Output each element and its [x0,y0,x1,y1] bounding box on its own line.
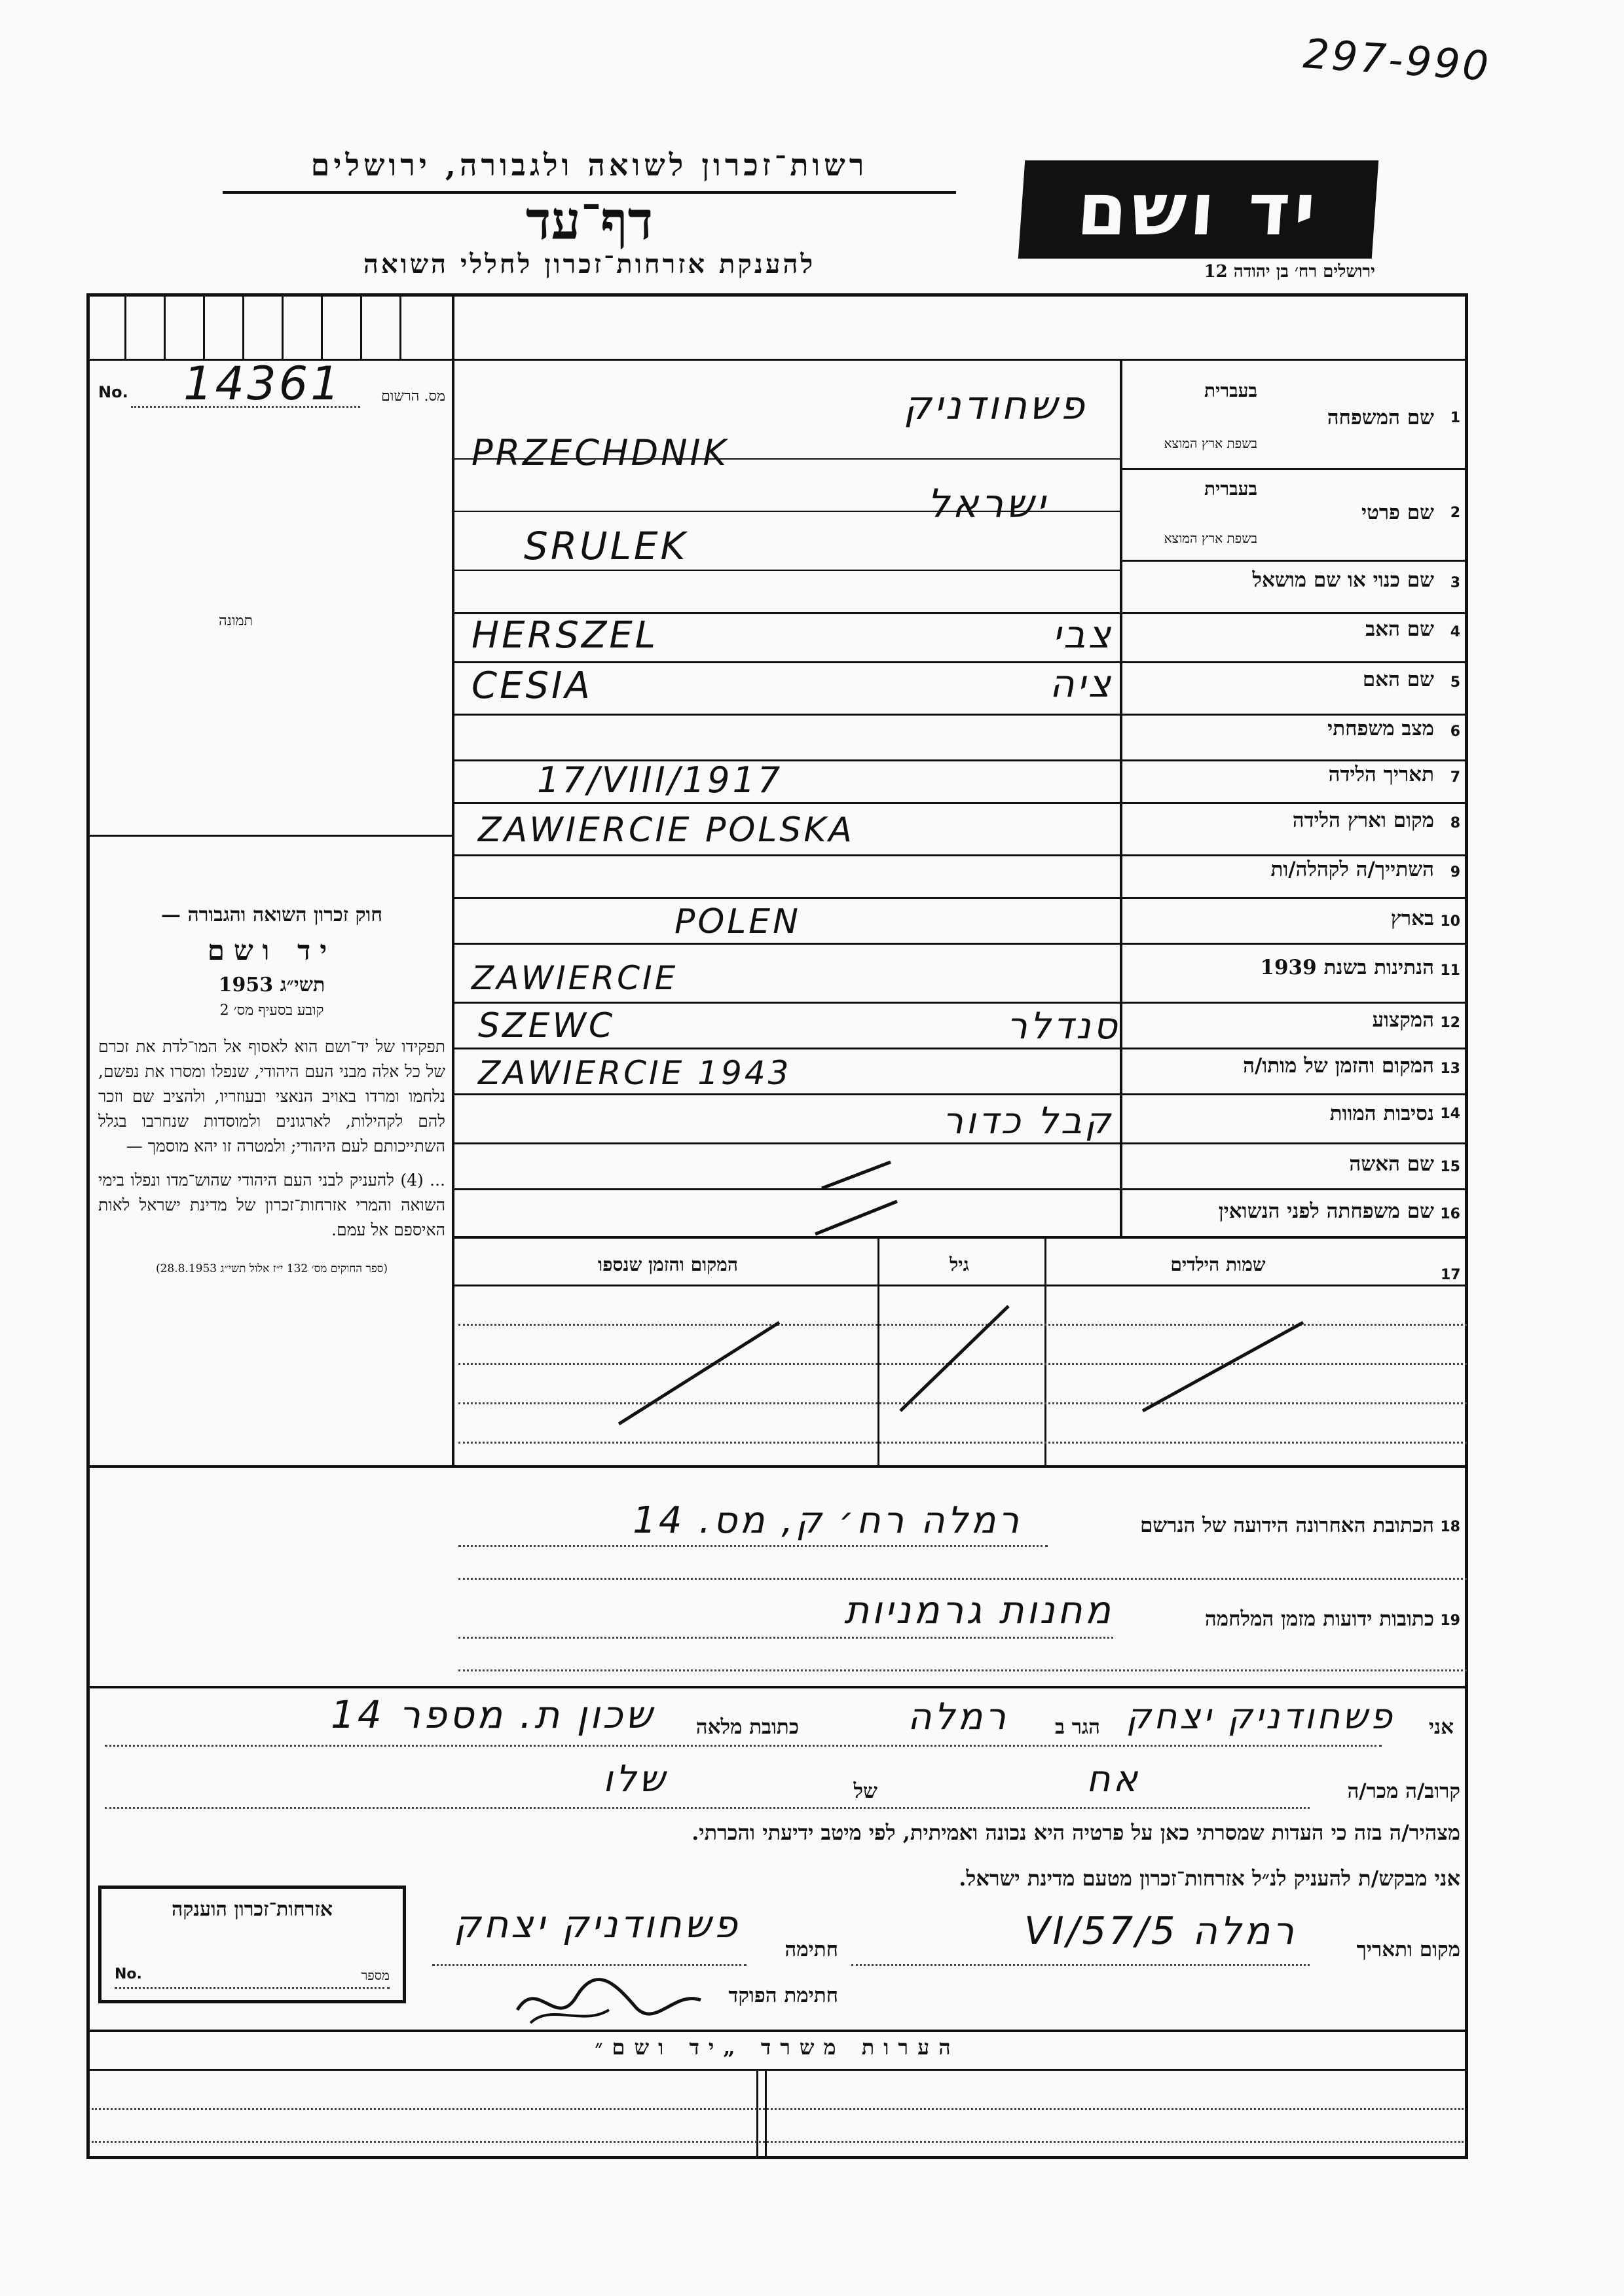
divider [454,1002,1468,1004]
field-15-dash [819,1159,897,1192]
field-number: 7 [1450,769,1460,786]
divider [454,1188,1468,1190]
registration-no-label: No. [98,383,128,401]
place-date: רמלה 5/VI/57 [1024,1908,1297,1953]
divider [164,293,166,359]
field-number: 15 [1440,1159,1460,1175]
law-clause: קובע בסעיף מס׳ 2 [219,1002,324,1019]
signature: פשחודניק יצחק [454,1902,740,1946]
field-label-text: המקום והזמן של מותו/ה [1243,1054,1434,1078]
children-age-dash [897,1303,1015,1414]
field-label-text: נסיבות המוות [1329,1102,1434,1125]
grant-number-label: מספר [361,1967,390,1983]
declaration-statement-1: מצהיר/ה בזה כי העדות שמסרתי כאן על פרטיה היא נכונה ואמיתית, לפי מיטב ידיעתי והכרתי. [692,1820,1460,1845]
signature-line [432,1964,747,1966]
divider [1122,468,1468,470]
birth-place: ZAWIERCIE POLSKA [478,811,855,850]
law-title: חוק זכרון השואה והגבורה — [161,903,382,926]
divider [454,943,1468,945]
registration-label: מס. הרשום [381,388,445,405]
registration-number: 14361 [183,357,342,410]
archive-number: 297-990 [1301,29,1493,90]
hebrew-label-1: בעברית [1204,380,1257,401]
divider [877,1239,879,1465]
mother-name-hebrew: ציה [1049,661,1113,706]
official-signature-mark [511,1971,707,2030]
field-number: 11 [1440,962,1460,979]
divider [756,2069,758,2159]
declarant-relation: אח [1086,1758,1141,1800]
field-label-text: מצב משפחתי [1327,717,1434,740]
divider [360,293,362,359]
divider [454,714,1468,716]
children-age-header: גיל [950,1254,969,1275]
declarant-name: פשחודניק יצחק [1126,1696,1395,1737]
divider [454,802,1468,804]
field-number: 13 [1440,1061,1460,1077]
divider [454,1236,1468,1239]
field-label-text: הכתובת האחרונה הידועה של הנרשם [1139,1514,1434,1537]
divider [86,1465,1468,1468]
divider [86,1686,1468,1688]
photo-label: תמונה [219,613,253,629]
divider [242,293,244,359]
field-number: 5 [1450,674,1460,691]
field-number: 1 [1450,410,1460,426]
divider [1122,560,1468,562]
registration-line [131,406,360,408]
divider [454,1285,1468,1286]
field-label-text: שם כנוי או שם מושאל [1252,568,1434,592]
declarant-full-address: שכון ת. מספר 14 [330,1692,655,1737]
place-date-line [851,1964,1310,1966]
children-place-dash [616,1316,786,1427]
field-label-text: שם המשפחה [1327,406,1434,429]
official-signature-label: חתימת הפוקד [728,1984,838,2007]
field-number: 6 [1450,723,1460,740]
divider [86,2030,1468,2032]
field-label-text: שם האשה [1349,1152,1434,1176]
first-name-hebrew: ישראל [927,481,1048,527]
last-address: רמלה רח׳ ק, מס. 14 [633,1499,1022,1542]
field-label-text: המקצוע [1372,1008,1434,1032]
death-place-time: ZAWIERCIE 1943 [478,1054,792,1092]
children-names-header: שמות הילדים [1170,1254,1266,1275]
remarks-title: הערות משרד „יד ושם״ [595,2035,960,2060]
grant-box [98,1886,406,2003]
field-label-text: שם פרטי [1361,501,1434,524]
declaration-statement-2: אני מבקש/ת להעניק לנ״ל אזרחות־זכרון מטעם מדינת ישראל. [959,1866,1460,1891]
yad-vashem-logo [1018,160,1378,259]
war-addresses: מחנות גרמניות [843,1588,1113,1632]
field-number: 16 [1440,1206,1460,1222]
divider [321,293,323,359]
law-year: תשי״ג 1953 [218,974,325,996]
profession-latin: SZEWC [478,1006,616,1046]
field-number: 18 [1440,1519,1460,1535]
page-subtitle: להענקת אזרחות־זכרון לחללי השואה [363,249,816,280]
grant-line [115,1987,390,1989]
field-18-line2 [458,1578,1467,1580]
divider [454,897,1468,899]
children-names-dash [1139,1316,1310,1414]
field-label-text: שם משפחתה לפני הנשואין [1218,1199,1434,1223]
field-number: 19 [1440,1613,1460,1629]
field-number: 9 [1450,864,1460,881]
divider [399,293,401,359]
field-label-text: הנתינות בשנת 1939 [1260,956,1434,979]
father-name: HERSZEL [471,614,658,657]
divider [1044,1239,1046,1465]
country: POLEN [674,902,802,941]
law-name: יד ושם [207,934,337,966]
divider [454,854,1468,856]
divider [124,293,126,359]
field-label-text: מקום וארץ הלידה [1292,809,1434,832]
law-text2: ... (4) להעניק לבני העם היהודי שהוש־מדו ונפלו בימי השואה והמרי אזרחות־זכרון של מדינת ישראל לאות האיספם אל עמם. [98,1171,445,1239]
divider [86,2069,1468,2071]
family-name-hebrew: פשחודניק [903,383,1087,429]
field-number: 4 [1450,624,1460,640]
death-circumstances: קבל כדור [942,1100,1113,1142]
logo-address: ירושלים רח׳ בן יהודה 12 [1204,262,1375,282]
declaration-lives-label: הגר ב [1054,1715,1100,1739]
declaration-relative-label: קרוב/ה מכר/ה [1347,1779,1460,1803]
declaration-i-label: אני [1428,1715,1454,1739]
law-ref: (ספר החוקים מס׳ 132 י״ז אלול תשי״ג 28.8.1953) [155,1262,388,1275]
grant-title: אזרחות־זכרון הוענקה [171,1898,333,1921]
declaration-of-label: של [853,1779,877,1803]
field-number: 12 [1440,1015,1460,1031]
declaration-of-value: שלו [602,1758,668,1800]
field-label-text: שם האב [1365,617,1434,641]
signature-label: חתימה [784,1938,838,1961]
father-name-hebrew: צבי [1052,612,1113,657]
divider [452,293,454,1465]
divider [86,835,453,837]
children-place-header: המקום והזמן שנספו [598,1254,738,1275]
origin-label-2: בשפת ארץ המוצא [1164,530,1257,546]
field-label-text: שם האם [1362,668,1434,691]
origin-label-1: בשפת ארץ המוצא [1164,435,1257,451]
divider [454,1048,1468,1049]
field-19-line2 [458,1669,1467,1671]
divider [454,1142,1468,1144]
field-label-text: בארץ [1390,907,1434,930]
divider [765,2069,767,2159]
profession-hebrew: סנדלר [1006,1005,1120,1048]
field-18-line [458,1545,1048,1547]
field-label-text: השתייך/ה לקהלה/ות [1270,858,1434,881]
field-number: 10 [1440,913,1460,930]
law-text1: תפקידו של יד־ושם הוא לאסוף אל המו־לדת את זכרם של כל אלה מבני העם היהודי, שנפלו ומסרו את נפשם, נלחמו ומרדו באויב הנאצי ובעוזריו, ולהציב שם וזכר להם לקהילות, לארגונים ולמוסדות שנחרבו בגלל השתייכותם לעם היהודי; ולמטרה זו יהא מוסמך — [98,1037,445,1156]
declaration-line-1 [105,1745,1382,1747]
place-date-label: מקום ותאריך [1356,1938,1460,1961]
declarant-city: רמלה [907,1696,1008,1738]
divider [203,293,205,359]
citizenship-1939: ZAWIERCIE [471,959,678,997]
field-label-text: כתובות ידועות מזמן המלחמה [1204,1607,1434,1631]
divider [454,1093,1468,1095]
field-number: 2 [1450,505,1460,521]
mother-name: CESIA [471,665,593,707]
field-number: 3 [1450,575,1460,591]
field-19-line [458,1637,1113,1639]
field-number: 8 [1450,815,1460,831]
law-box [98,903,445,1275]
first-name-latin: SRULEK [524,524,688,568]
family-name-latin: PRZECHDNIK [471,432,729,473]
field-number: 14 [1440,1106,1460,1122]
authority-title: רשות־זכרון לשואה ולגבורה, ירושלים [310,147,868,183]
remarks-line [92,2108,1464,2110]
children-number: 17 [1441,1267,1461,1283]
birth-date: 17/VIII/1917 [537,759,783,801]
divider [282,293,284,359]
field-label-text: תאריך הלידה [1328,763,1434,786]
divider [454,570,1120,571]
children-row-line [458,1442,1467,1444]
divider [1120,359,1122,1236]
grant-no-label: No. [115,1966,142,1982]
declaration-line-2 [105,1807,1310,1809]
logo-text: יד ושם [1074,168,1323,251]
field-16-dash [812,1198,904,1237]
declaration-full-address-label: כתובת מלאה [695,1715,799,1739]
hebrew-label-2: בעברית [1204,478,1257,500]
remarks-line [92,2141,1464,2143]
page-title: דף־עד [525,190,654,251]
